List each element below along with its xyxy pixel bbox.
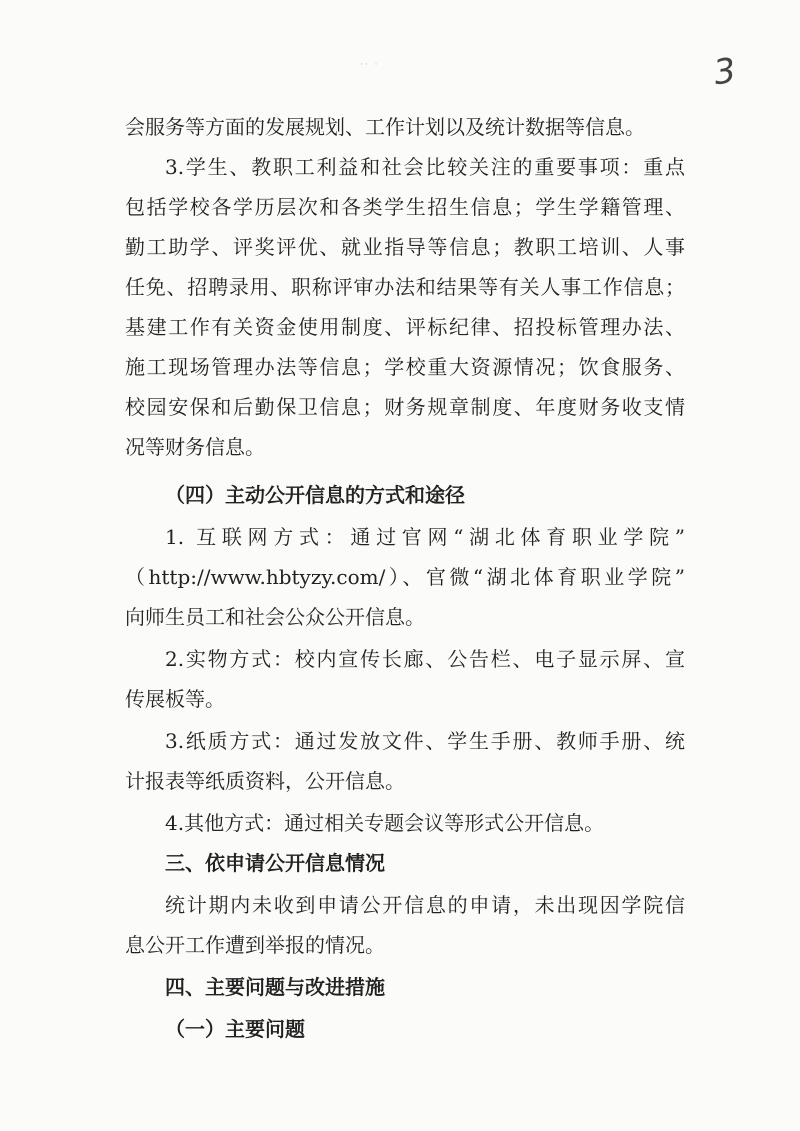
handwritten-page-number: 3 [711,50,739,94]
header-mark: ·· · [360,60,380,70]
paragraph-line: 基建工作有关资金使用制度、评标纪律、招投标管理办法、 [125,315,685,339]
paragraph-line: 传展板等。 [125,687,225,711]
paragraph-line: 4.其他方式：通过相关专题会议等形式公开信息。 [165,811,605,835]
paragraph-line: 任免、招聘录用、职称评审办法和结果等有关人事工作信息； [125,275,685,299]
paragraph-line: 校园安保和后勤保卫信息；财务规章制度、年度财务收支情 [125,395,685,419]
paragraph-line: 1. 互联网方式：通过官网“湖北体育职业学院” [165,525,685,549]
paragraph-line: 向师生员工和社会公众公开信息。 [125,605,425,629]
section-heading: 三、依申请公开信息情况 [165,851,385,875]
paragraph-line: 施工现场管理办法等信息；学校重大资源情况；饮食服务、 [125,355,685,379]
paragraph-line: 息公开工作遭到举报的情况。 [125,933,385,957]
section-heading: （一）主要问题 [165,1017,305,1041]
paragraph-line: 3.学生、教职工利益和社会比较关注的重要事项：重点 [165,155,685,179]
paragraph-line: 统计期内未收到申请公开信息的申请，未出现因学院信 [165,893,685,917]
paragraph-line: 勤工助学、评奖评优、就业指导等信息；教职工培训、人事 [125,235,685,259]
paragraph-line: （http://www.hbtyzy.com/）、官微“湖北体育职业学院” [125,565,685,589]
paragraph-line: 包括学校各学历层次和各类学生招生信息；学生学籍管理、 [125,195,685,219]
paragraph-line: 会服务等方面的发展规划、工作计划以及统计数据等信息。 [125,115,645,139]
section-heading: 四、主要问题与改进措施 [165,975,385,999]
section-heading: （四）主动公开信息的方式和途径 [165,483,465,507]
paragraph-line: 计报表等纸质资料，公开信息。 [125,769,405,793]
paragraph-line: 况等财务信息。 [125,435,265,459]
paragraph-line: 2.实物方式：校内宣传长廊、公告栏、电子显示屏、宣 [165,647,685,671]
paragraph-line: 3.纸质方式：通过发放文件、学生手册、教师手册、统 [165,729,685,753]
